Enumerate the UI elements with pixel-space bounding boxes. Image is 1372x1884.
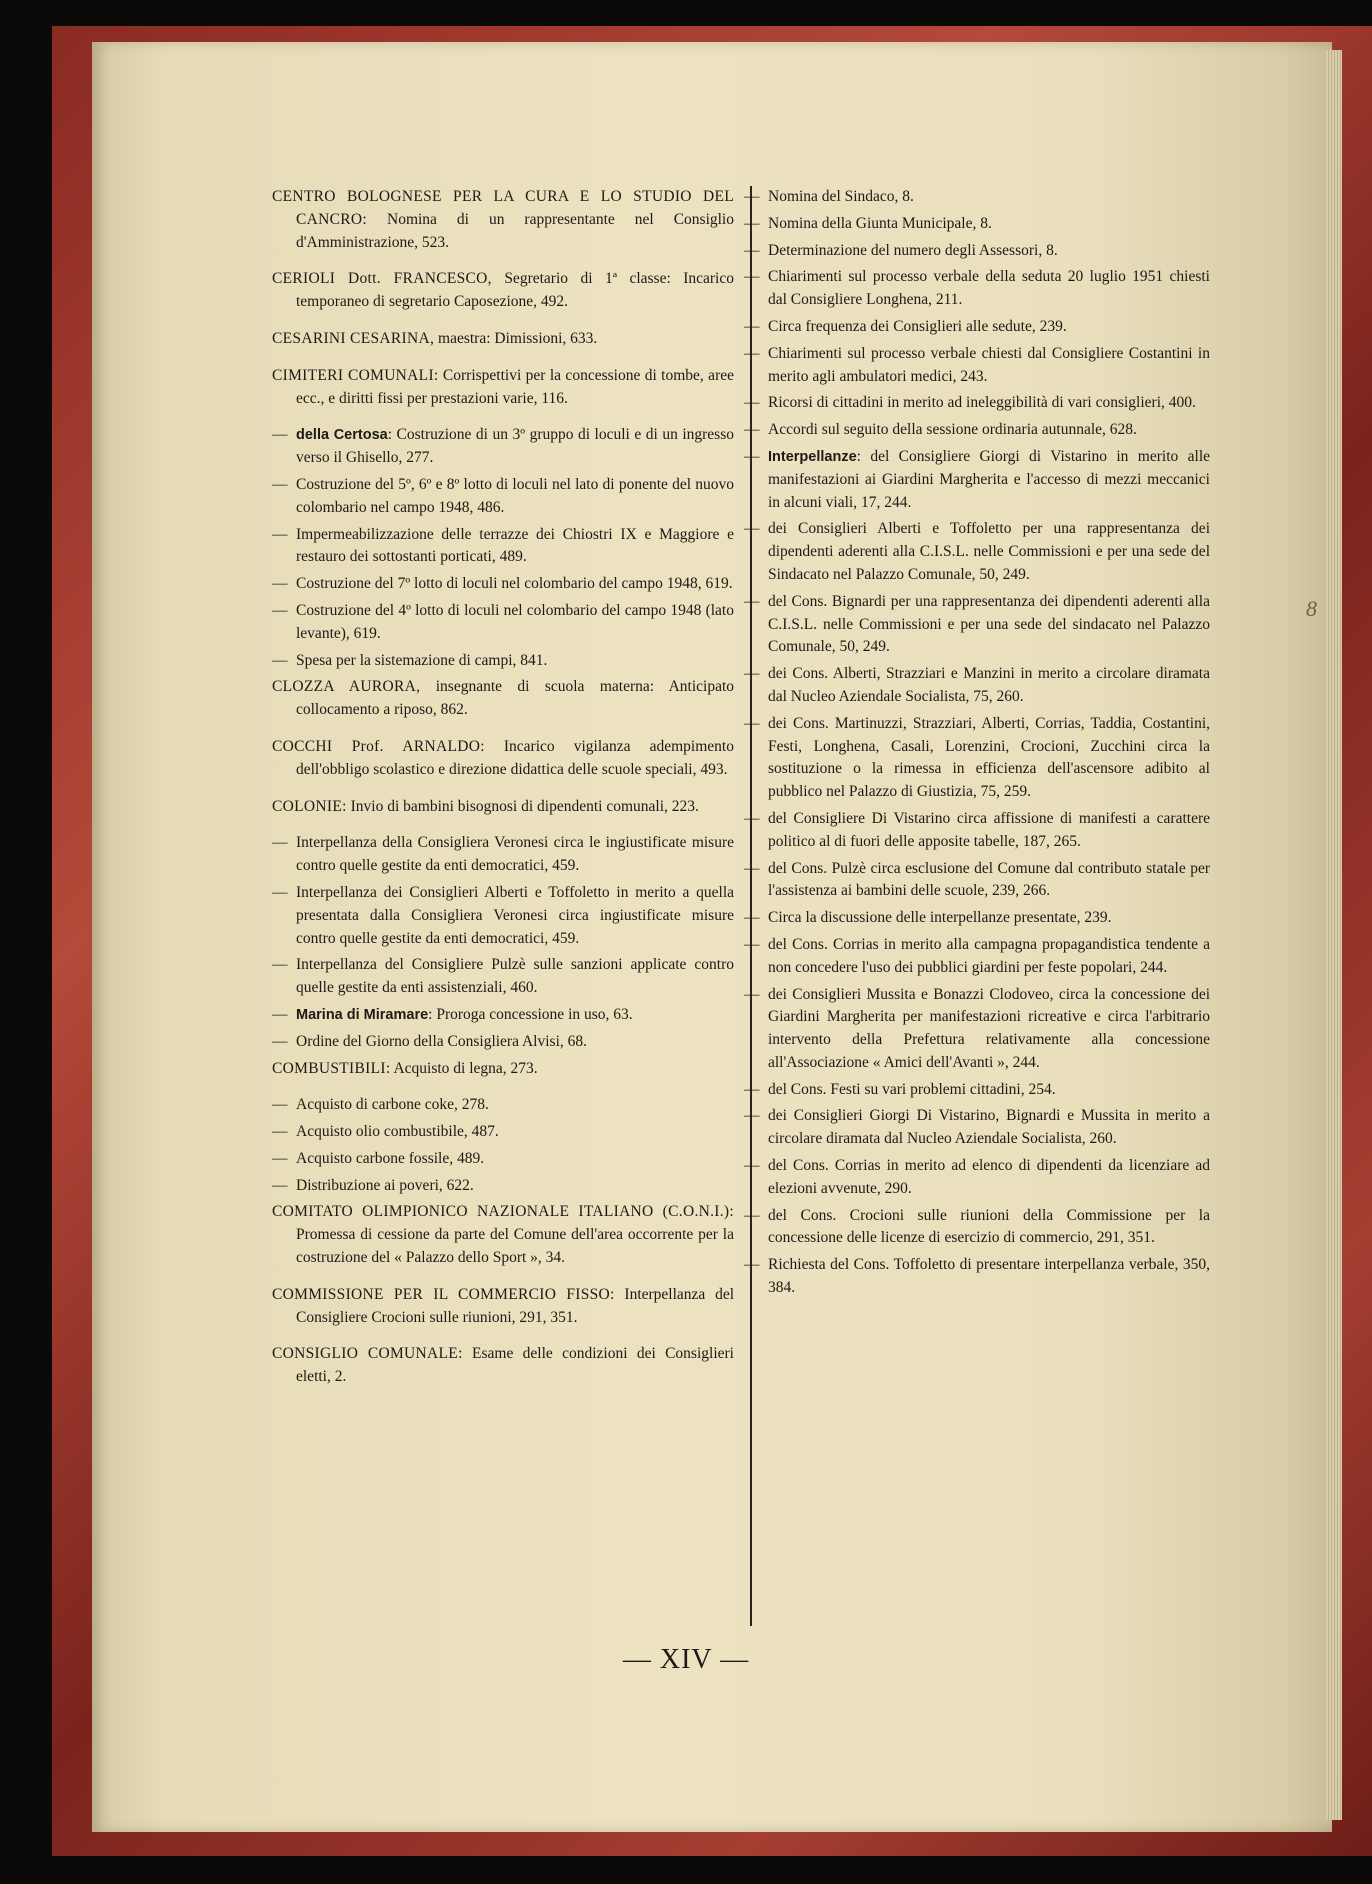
entry-heading: CESARINI CESARINA, — [272, 329, 435, 347]
entry-text: Chiarimenti sul processo verbale chiesti dal Consigliere Costantini in merito agli ambulatori medici, 243. — [768, 344, 1210, 385]
index-subentry — [272, 524, 734, 570]
index-subentry — [744, 419, 1210, 442]
index-entry — [272, 328, 734, 351]
entry-text: Nomina del Sindaco, 8. — [768, 188, 914, 205]
entry-text: Chiarimenti sul processo verbale della seduta 20 luglio 1951 chiesti dal Consigliere Longhena, 211. — [768, 268, 1210, 309]
index-subentry — [272, 424, 734, 470]
entry-bold-heading: Interpellanze — [768, 448, 857, 465]
index-entry — [272, 1058, 734, 1081]
index-subentry — [744, 392, 1210, 415]
index-subentry — [744, 446, 1210, 514]
index-subentry — [744, 266, 1210, 312]
entry-bold-heading: della Certosa — [296, 427, 388, 444]
entry-text: Interpellanza dei Consiglieri Alberti e Toffoletto in merito a quella presentata dalla Consigliera Veronesi circa ingiustificate misure contro quelle gestite da enti democratici, 459. — [296, 883, 734, 947]
index-subentry — [744, 858, 1210, 904]
entry-text: Interpellanza della Consigliera Veronesi circa le ingiustificate misure contro quelle gestite da enti democratici, 459. — [296, 834, 734, 875]
entry-text: Incarico vigilanza adempimento dell'obbligo scolastico e direzione didattica delle scuole speciali, 493. — [296, 737, 734, 778]
index-subentry — [744, 518, 1210, 586]
entry-text: del Cons. Festi su vari problemi cittadini, 254. — [768, 1080, 1056, 1098]
index-subentry — [272, 882, 734, 950]
entry-heading: COMITATO OLIMPIONICO NAZIONALE ITALIANO (C.O.N.I.): — [272, 1203, 734, 1221]
page-number: — XIV — — [622, 1644, 750, 1675]
entry-text: del Cons. Corrias in merito alla campagna propagandistica tendente a non concedere l'uso dei pubblici giardini per feste popolari, 244. — [768, 935, 1210, 976]
entry-text: del Consigliere Di Vistarino circa affissione di manifesti a carattere politico al di fuori delle apposite tabelle, 187, 265. — [768, 809, 1210, 850]
index-entry — [272, 1201, 734, 1269]
index-subentry — [744, 808, 1210, 854]
entry-text: Costruzione del 4º lotto di loculi nel colombario del campo 1948 (lato levante), 619. — [296, 601, 734, 642]
entry-text: del Cons. Corrias in merito ad elenco di dipendenti da licenziare ad elezioni avvenute, 290. — [768, 1157, 1210, 1197]
entry-text: Richiesta del Cons. Toffoletto di presentare interpellanza verbale, 350, 384. — [768, 1256, 1210, 1297]
entry-text: Ricorsi di cittadini in merito ad ineleggibilità di vari consiglieri, 400. — [768, 394, 1196, 412]
entry-heading: COMMISSIONE PER IL COMMERCIO FISSO: — [272, 1285, 615, 1303]
entry-text: Impermeabilizzazione delle terrazze dei Chiostri IX e Maggiore e restauro dei sottostanti porticati, 489. — [296, 525, 734, 566]
page-edges — [1326, 50, 1342, 1820]
entry-text: dei Consiglieri Mussita e Bonazzi Clodoveo, circa la concessione dei Giardini Margherita per manifestazioni ricreative e circa l'arbitrario intervento della Prefettura relativamente alla concessione all'Associazione « Amici dell'Avanti », 244. — [768, 985, 1210, 1071]
index-entry — [272, 796, 734, 819]
entry-heading: CIMITERI COMUNALI: — [272, 366, 439, 384]
index-subentry — [744, 907, 1210, 930]
entry-text: Nomina della Giunta Municipale, 8. — [768, 214, 992, 232]
index-subentry — [744, 1254, 1210, 1300]
entry-heading: CERIOLI Dott. FRANCESCO, — [272, 270, 492, 288]
index-subentry — [272, 1031, 734, 1054]
index-entry — [272, 268, 734, 314]
entry-text: dei Cons. Martinuzzi, Strazziari, Alberti, Corrias, Taddia, Costantini, Festi, Longhena, Casali, Lorenzini, Crocioni, Zucchini circa la sostituzione o la rimessa in efficienza dell'ascensore adibito al pubblico nel Palazzo di Giustizia, 75, 259. — [768, 714, 1210, 801]
index-subentry — [744, 1105, 1210, 1151]
index-subentry — [272, 1148, 734, 1171]
entry-text: Costruzione del 5º, 6º e 8º lotto di loculi nel lato di ponente del nuovo colombario nel campo 1948, 486. — [296, 475, 734, 516]
index-subentry — [272, 1121, 734, 1144]
entry-text: Acquisto di legna, 273. — [390, 1059, 538, 1077]
index-subentry — [272, 573, 734, 596]
index-subentry — [272, 832, 734, 878]
index-subentry — [744, 984, 1210, 1075]
pencil-margin-mark: 8 — [1306, 596, 1317, 621]
entry-text: Esame delle condizioni dei Consiglieri eletti, 2. — [296, 1345, 734, 1386]
entry-text: maestra: Dimissioni, 633. — [434, 329, 598, 347]
entry-text: Nomina di un rappresentante nel Consiglio d'Amministrazione, 523. — [296, 210, 734, 251]
entry-text: del Cons. Crocioni sulle riunioni della Commissione per la concessione delle licenze di esercizio di commercio, 291, 351. — [768, 1206, 1210, 1247]
entry-text: Corrispettivi per la concessione di tombe, aree ecc., e diritti fissi per prestazioni varie, 116. — [296, 366, 734, 407]
index-subentry — [744, 240, 1210, 263]
entry-text: del Cons. Pulzè circa esclusione del Comune dal contributo statale per l'assistenza ai bambini delle scuole, 239, 266. — [768, 859, 1210, 900]
entry-heading: CENTRO BOLOGNESE PER LA CURA E LO STUDIO DEL CANCRO: — [272, 188, 734, 228]
index-entry — [272, 1284, 734, 1330]
index-subentry — [744, 934, 1210, 980]
index-subentry — [272, 1004, 734, 1027]
entry-heading: COCCHI Prof. ARNALDO: — [272, 737, 485, 755]
entry-text: dei Cons. Alberti, Strazziari e Manzini in merito a circolare diramata dal Nucleo Aziendale Socialista, 75, 260. — [768, 665, 1210, 705]
entry-text: : Proroga concessione in uso, 63. — [428, 1005, 633, 1023]
index-entry — [272, 676, 734, 722]
entry-text: Segretario di 1ª classe: Incarico temporaneo di segretario Caposezione, 492. — [296, 270, 734, 311]
index-column-left — [272, 186, 734, 1403]
entry-text: Acquisto carbone fossile, 489. — [296, 1149, 485, 1167]
entry-heading: COMBUSTIBILI: — [272, 1059, 391, 1077]
entry-text: dei Consiglieri Giorgi Di Vistarino, Bignardi e Mussita in merito a circolare diramata dal Nucleo Aziendale Socialista, 260. — [768, 1107, 1210, 1148]
entry-text: Circa la discussione delle interpellanze presentate, 239. — [768, 909, 1112, 927]
index-subentry — [272, 1175, 734, 1198]
entry-heading: CONSIGLIO COMUNALE: — [272, 1345, 463, 1363]
entry-text: Ordine del Giorno della Consigliera Alvisi, 68. — [296, 1032, 588, 1050]
index-subentry — [744, 1079, 1210, 1102]
entry-text: Acquisto di carbone coke, 278. — [296, 1096, 489, 1114]
index-entry — [272, 186, 734, 254]
entry-text: : Costruzione di un 3º gruppo di loculi e di un ingresso verso il Ghisello, 277. — [296, 426, 734, 467]
entry-heading: COLONIE: — [272, 797, 347, 815]
entry-text: Interpellanza del Consigliere Pulzè sulle sanzioni applicate contro quelle gestite da enti assistenziali, 460. — [296, 956, 734, 997]
index-subentry — [272, 954, 734, 1000]
index-entry — [272, 365, 734, 411]
index-subentry — [744, 213, 1210, 236]
index-subentry — [744, 343, 1210, 389]
entry-text: Costruzione del 7º lotto di loculi nel colombario del campo 1948, 619. — [296, 575, 733, 593]
index-subentry — [744, 663, 1210, 709]
index-subentry — [744, 186, 1210, 209]
index-subentry — [744, 713, 1210, 804]
entry-text: Accordi sul seguito della sessione ordinaria autunnale, 628. — [768, 421, 1137, 439]
index-subentry — [744, 316, 1210, 339]
entry-text: insegnante di scuola materna: Anticipato collocamento a riposo, 862. — [296, 678, 735, 719]
entry-text: del Cons. Bignardi per una rappresentanza dei dipendenti aderenti alla C.I.S.L. nelle Commissioni e per una sede del sindacato nel Palazzo Comunale, 50, 249. — [768, 592, 1210, 656]
entry-bold-heading: Marina di Miramare — [296, 1006, 429, 1023]
index-entry — [272, 1343, 734, 1389]
entry-text: : del Consigliere Giorgi di Vistarino in merito alle manifestazioni ai Giardini Margherita e l'accesso di mezzi meccanici in alcuni viali, 17, 244. — [768, 447, 1210, 511]
index-subentry — [272, 650, 734, 673]
index-column-right — [744, 186, 1210, 1304]
entry-heading: CLOZZA AURORA, — [272, 678, 421, 696]
entry-text: Circa frequenza dei Consiglieri alle sedute, 239. — [768, 317, 1067, 335]
entry-text: Acquisto olio combustibile, 487. — [296, 1123, 499, 1141]
index-entry — [272, 736, 734, 782]
index-subentry — [272, 474, 734, 520]
entry-text: Spesa per la sistemazione di campi, 841. — [296, 651, 548, 669]
index-subentry — [744, 591, 1210, 659]
entry-text: Invio di bambini bisognosi di dipendenti comunali, 223. — [346, 797, 699, 815]
entry-text: Interpellanza del Consigliere Crocioni sulle riunioni, 291, 351. — [296, 1285, 734, 1326]
entry-text: Promessa di cessione da parte del Comune dell'area occorrente per la costruzione del « Palazzo dello Sport », 34. — [296, 1226, 734, 1267]
entry-text: Determinazione del numero degli Assessori, 8. — [768, 241, 1058, 259]
index-subentry — [272, 1094, 734, 1117]
index-subentry — [272, 600, 734, 646]
index-subentry — [744, 1155, 1210, 1201]
index-subentry — [744, 1205, 1210, 1251]
entry-text: dei Consiglieri Alberti e Toffoletto per una rappresentanza dei dipendenti aderenti alla C.I.S.L. nelle Commissioni e per una sede del Sindacato nel Palazzo Comunale, 50, 249. — [768, 520, 1210, 583]
entry-text: Distribuzione ai poveri, 622. — [296, 1176, 474, 1194]
